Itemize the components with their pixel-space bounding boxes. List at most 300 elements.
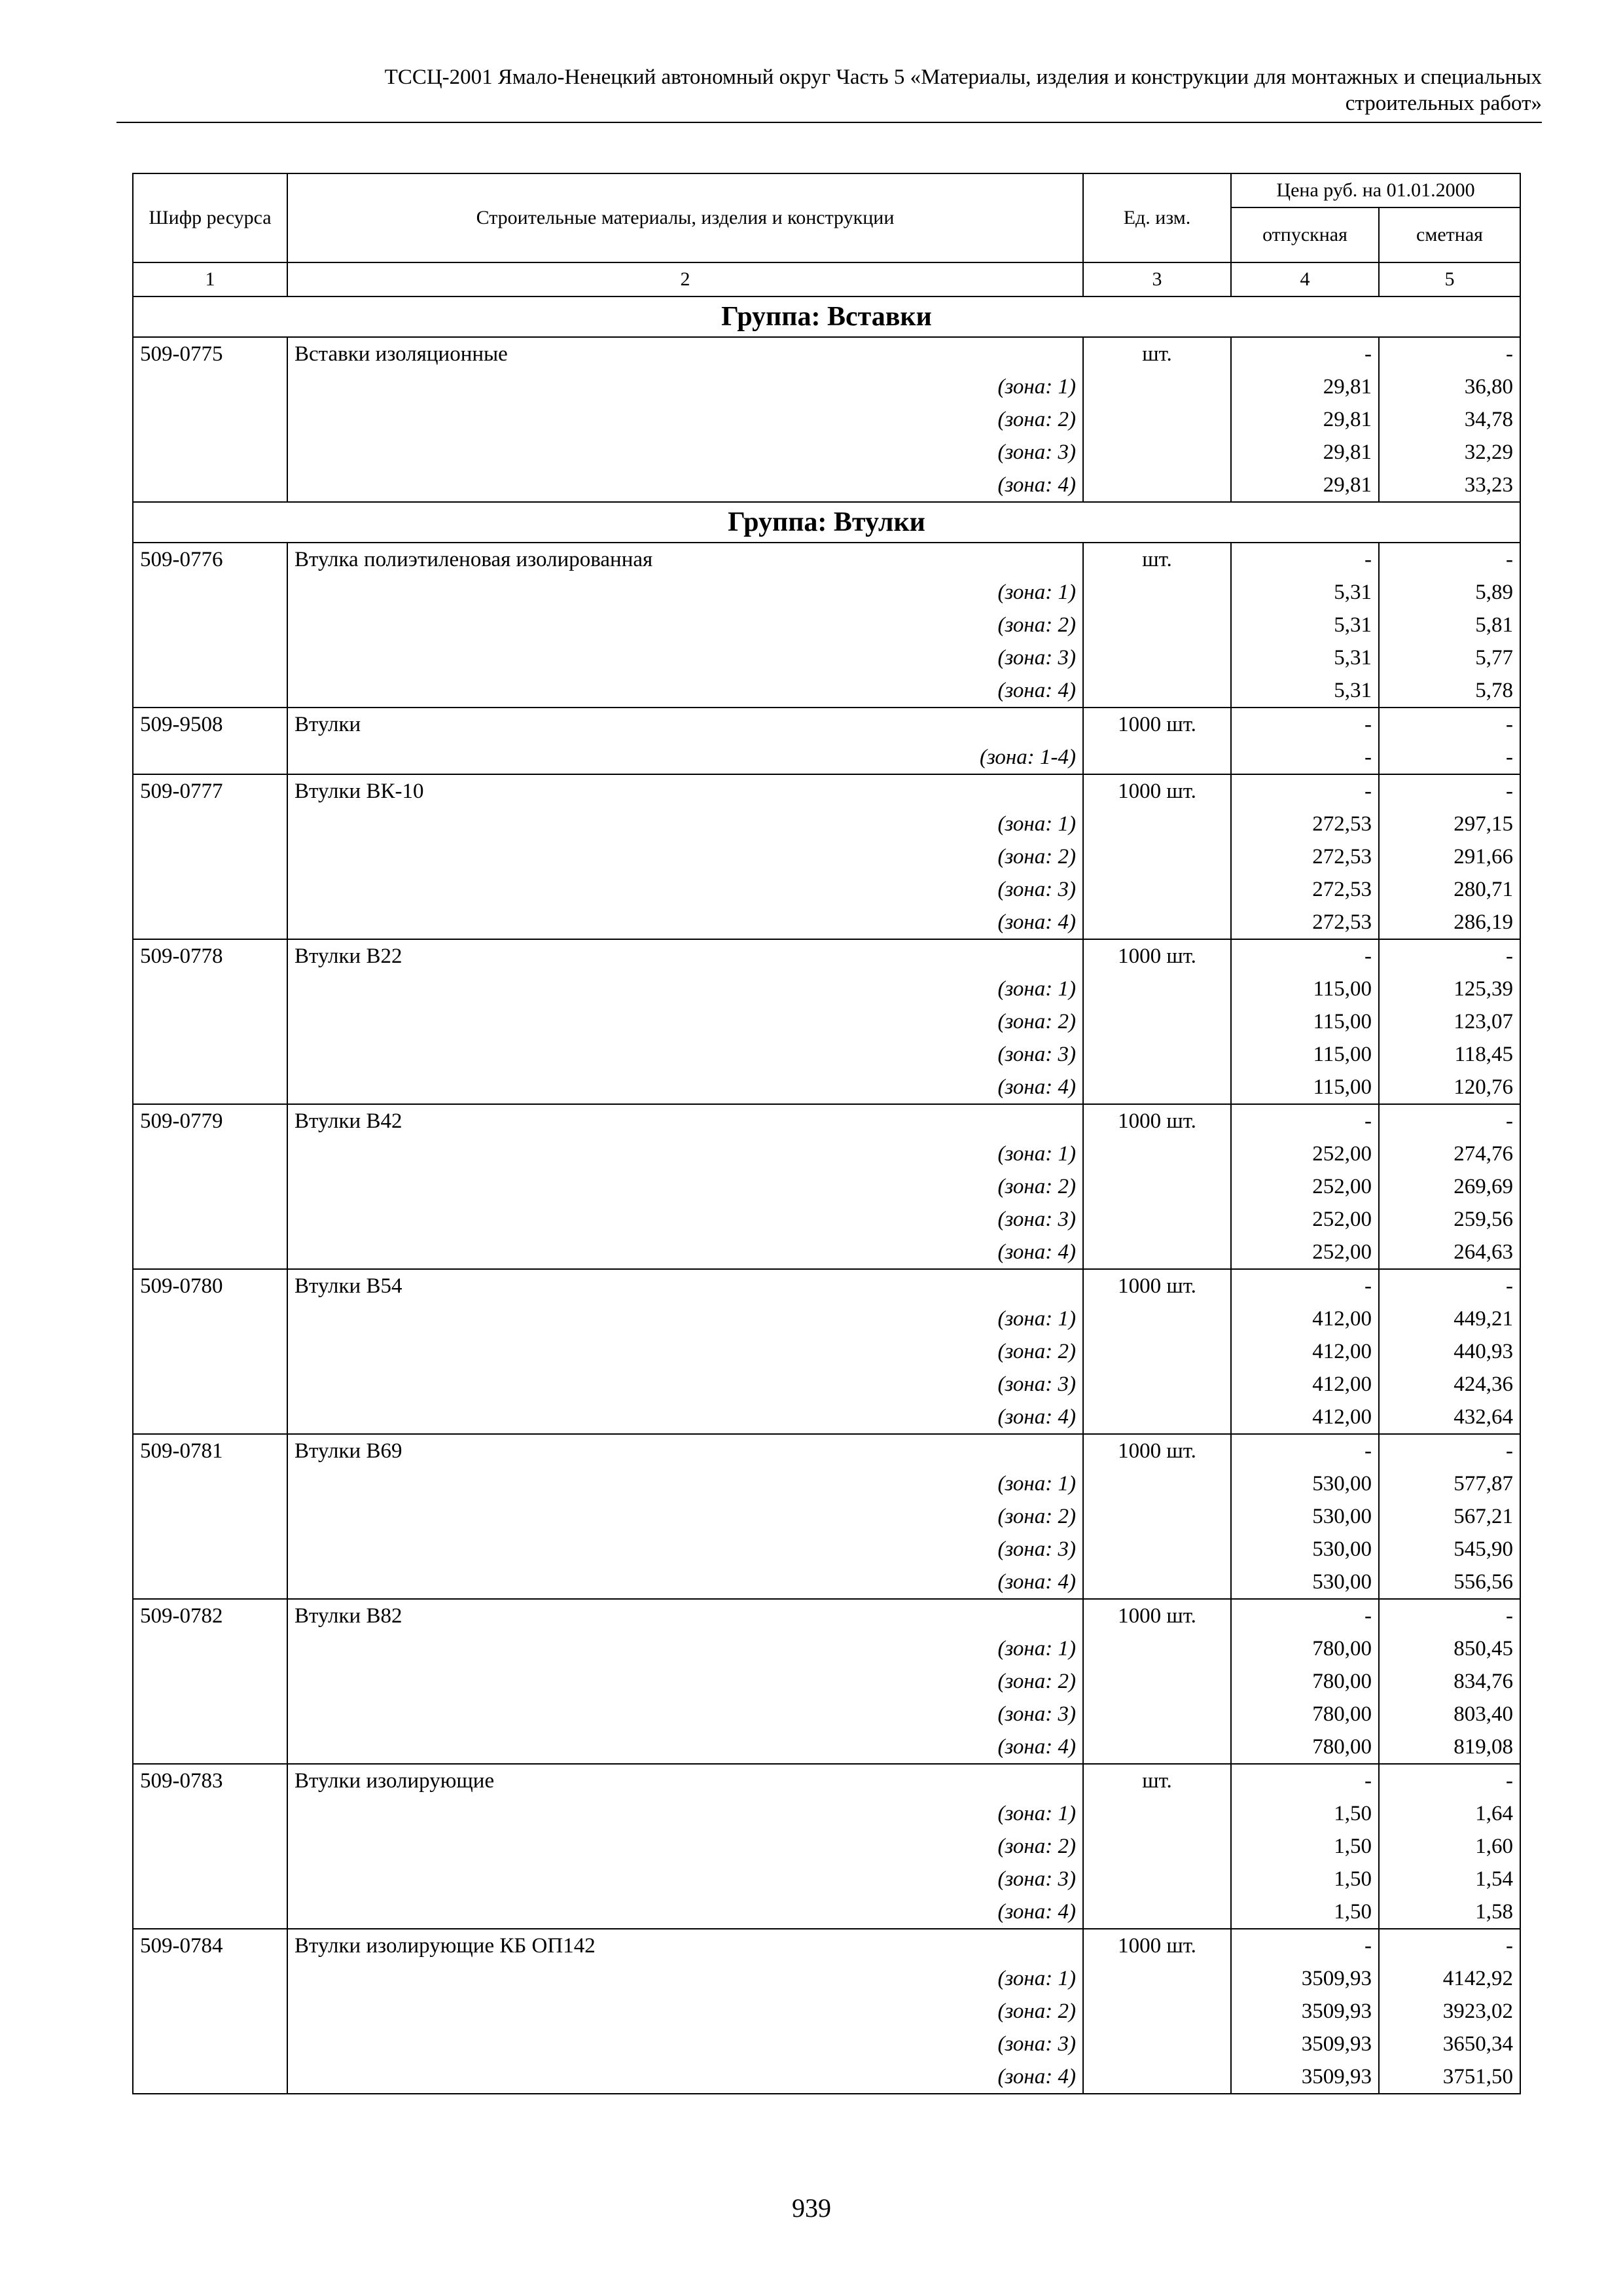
- release-price: 412,00: [1231, 1302, 1379, 1335]
- zone-label: (зона: 4): [287, 1401, 1083, 1434]
- empty-cell: [133, 1895, 287, 1929]
- resource-code: 509-0777: [133, 774, 287, 808]
- empty-cell: [133, 808, 287, 840]
- material-name: Втулки В42: [287, 1104, 1083, 1138]
- col-header-unit: Ед. изм.: [1083, 173, 1231, 262]
- empty-cell: [133, 1170, 287, 1203]
- zone-label: (зона: 2): [287, 1005, 1083, 1038]
- estimate-price: 274,76: [1379, 1138, 1520, 1170]
- material-name: Втулки изолирующие КБ ОП142: [287, 1929, 1083, 1962]
- release-price: 5,31: [1231, 641, 1379, 674]
- col-number-3: 3: [1083, 262, 1231, 296]
- empty-cell: [1083, 808, 1231, 840]
- zone-label: (зона: 3): [287, 1863, 1083, 1895]
- estimate-price: 269,69: [1379, 1170, 1520, 1203]
- release-price: 252,00: [1231, 1170, 1379, 1203]
- zone-label: (зона: 2): [287, 840, 1083, 873]
- estimate-price: 567,21: [1379, 1500, 1520, 1533]
- material-name: Втулки изолирующие: [287, 1764, 1083, 1797]
- release-price: 115,00: [1231, 1071, 1379, 1104]
- zone-row: [133, 403, 1520, 436]
- release-price: 530,00: [1231, 1566, 1379, 1599]
- release-price: 1,50: [1231, 1895, 1379, 1929]
- empty-cell: [1083, 1731, 1231, 1764]
- empty-cell: [133, 906, 287, 939]
- zone-label: (зона: 4): [287, 1236, 1083, 1269]
- estimate-price: -: [1379, 337, 1520, 370]
- resource-code: 509-0783: [133, 1764, 287, 1797]
- zone-label: (зона: 3): [287, 641, 1083, 674]
- zone-row: [133, 2060, 1520, 2094]
- estimate-price: -: [1379, 708, 1520, 741]
- col-number-1: 1: [133, 262, 287, 296]
- estimate-price: 3923,02: [1379, 1995, 1520, 2028]
- zone-label: (зона: 1): [287, 1302, 1083, 1335]
- estimate-price: 1,54: [1379, 1863, 1520, 1895]
- resource-code: 509-9508: [133, 708, 287, 741]
- empty-cell: [1083, 1863, 1231, 1895]
- zone-row: [133, 1335, 1520, 1368]
- release-price: 530,00: [1231, 1500, 1379, 1533]
- table-row: [133, 1104, 1520, 1138]
- zone-row: [133, 1632, 1520, 1665]
- release-price: 3509,93: [1231, 1995, 1379, 2028]
- estimate-price: 834,76: [1379, 1665, 1520, 1698]
- zone-label: (зона: 1): [287, 973, 1083, 1005]
- zone-row: [133, 370, 1520, 403]
- empty-cell: [1083, 2060, 1231, 2094]
- group-title: Группа: Вставки: [133, 296, 1520, 337]
- zone-row: [133, 1170, 1520, 1203]
- unit: 1000 шт.: [1083, 1434, 1231, 1467]
- estimate-price: 280,71: [1379, 873, 1520, 906]
- table-row: [133, 1269, 1520, 1302]
- empty-cell: [133, 1467, 287, 1500]
- group-row: [133, 296, 1520, 337]
- release-price: 780,00: [1231, 1731, 1379, 1764]
- table-body: [133, 296, 1520, 2094]
- zone-row: [133, 1467, 1520, 1500]
- zone-label: (зона: 2): [287, 1995, 1083, 2028]
- zone-row: [133, 1005, 1520, 1038]
- page-header: [116, 64, 1542, 117]
- release-price: 115,00: [1231, 973, 1379, 1005]
- zone-label: (зона: 2): [287, 609, 1083, 641]
- empty-cell: [133, 403, 287, 436]
- empty-cell: [1083, 436, 1231, 469]
- empty-cell: [133, 2028, 287, 2060]
- zone-row: [133, 1731, 1520, 1764]
- zone-row: [133, 1566, 1520, 1599]
- empty-cell: [1083, 1401, 1231, 1434]
- empty-cell: [1083, 674, 1231, 708]
- empty-cell: [1083, 1830, 1231, 1863]
- empty-cell: [1083, 1895, 1231, 1929]
- empty-cell: [133, 576, 287, 609]
- zone-label: (зона: 3): [287, 1038, 1083, 1071]
- release-price: 780,00: [1231, 1632, 1379, 1665]
- release-price: 115,00: [1231, 1038, 1379, 1071]
- empty-cell: [1083, 609, 1231, 641]
- estimate-price: -: [1379, 1764, 1520, 1797]
- zone-label: (зона: 4): [287, 1071, 1083, 1104]
- empty-cell: [133, 873, 287, 906]
- release-price: -: [1231, 1104, 1379, 1138]
- empty-cell: [1083, 1203, 1231, 1236]
- estimate-price: 36,80: [1379, 370, 1520, 403]
- estimate-price: 819,08: [1379, 1731, 1520, 1764]
- release-price: 252,00: [1231, 1138, 1379, 1170]
- resource-code: 509-0780: [133, 1269, 287, 1302]
- empty-cell: [133, 1665, 287, 1698]
- empty-cell: [1083, 741, 1231, 774]
- zone-row: [133, 1797, 1520, 1830]
- zone-label: (зона: 4): [287, 1895, 1083, 1929]
- estimate-price: 803,40: [1379, 1698, 1520, 1731]
- table-row: [133, 939, 1520, 973]
- zone-label: (зона: 1): [287, 1797, 1083, 1830]
- empty-cell: [1083, 1632, 1231, 1665]
- release-price: 780,00: [1231, 1698, 1379, 1731]
- estimate-price: -: [1379, 939, 1520, 973]
- release-price: -: [1231, 939, 1379, 973]
- empty-cell: [133, 1698, 287, 1731]
- zone-row: [133, 1533, 1520, 1566]
- zone-row: [133, 1138, 1520, 1170]
- empty-cell: [1083, 1302, 1231, 1335]
- empty-cell: [133, 1797, 287, 1830]
- resource-code: 509-0784: [133, 1929, 287, 1962]
- resource-code: 509-0782: [133, 1599, 287, 1632]
- empty-cell: [1083, 973, 1231, 1005]
- zone-label: (зона: 2): [287, 1335, 1083, 1368]
- zone-label: (зона: 2): [287, 403, 1083, 436]
- unit: шт.: [1083, 337, 1231, 370]
- empty-cell: [133, 674, 287, 708]
- zone-label: (зона: 3): [287, 873, 1083, 906]
- col-header-name: Строительные материалы, изделия и конструкции: [287, 173, 1083, 262]
- release-price: -: [1231, 337, 1379, 370]
- zone-label: (зона: 1): [287, 1467, 1083, 1500]
- estimate-price: 449,21: [1379, 1302, 1520, 1335]
- unit: 1000 шт.: [1083, 1929, 1231, 1962]
- zone-label: (зона: 1): [287, 1632, 1083, 1665]
- release-price: 272,53: [1231, 873, 1379, 906]
- estimate-price: 577,87: [1379, 1467, 1520, 1500]
- release-price: 5,31: [1231, 576, 1379, 609]
- empty-cell: [133, 436, 287, 469]
- estimate-price: -: [1379, 1269, 1520, 1302]
- material-name: Втулки В54: [287, 1269, 1083, 1302]
- release-price: 3509,93: [1231, 2028, 1379, 2060]
- empty-cell: [1083, 840, 1231, 873]
- zone-label: (зона: 2): [287, 1500, 1083, 1533]
- empty-cell: [133, 741, 287, 774]
- zone-label: (зона: 2): [287, 1665, 1083, 1698]
- estimate-price: -: [1379, 1599, 1520, 1632]
- estimate-price: 33,23: [1379, 469, 1520, 502]
- release-price: 115,00: [1231, 1005, 1379, 1038]
- zone-label: (зона: 3): [287, 1698, 1083, 1731]
- empty-cell: [1083, 1533, 1231, 1566]
- empty-cell: [1083, 576, 1231, 609]
- zone-row: [133, 906, 1520, 939]
- table-header: [133, 173, 1520, 296]
- empty-cell: [133, 469, 287, 502]
- empty-cell: [1083, 906, 1231, 939]
- empty-cell: [1083, 873, 1231, 906]
- empty-cell: [133, 1533, 287, 1566]
- table-row: [133, 1929, 1520, 1962]
- material-name: Втулки В69: [287, 1434, 1083, 1467]
- release-price: 29,81: [1231, 403, 1379, 436]
- header-divider: [116, 122, 1542, 123]
- zone-label: (зона: 3): [287, 436, 1083, 469]
- zone-row: [133, 808, 1520, 840]
- resource-code: 509-0781: [133, 1434, 287, 1467]
- table-row: [133, 337, 1520, 370]
- estimate-price: 125,39: [1379, 973, 1520, 1005]
- col-number-5: 5: [1379, 262, 1520, 296]
- zone-label: (зона: 2): [287, 1170, 1083, 1203]
- zone-row: [133, 1071, 1520, 1104]
- estimate-price: -: [1379, 543, 1520, 576]
- zone-label: (зона: 3): [287, 1368, 1083, 1401]
- estimate-price: 259,56: [1379, 1203, 1520, 1236]
- release-price: 530,00: [1231, 1533, 1379, 1566]
- estimate-price: 297,15: [1379, 808, 1520, 840]
- empty-cell: [1083, 641, 1231, 674]
- zone-row: [133, 1236, 1520, 1269]
- release-price: 1,50: [1231, 1797, 1379, 1830]
- release-price: 412,00: [1231, 1335, 1379, 1368]
- zone-row: [133, 1665, 1520, 1698]
- empty-cell: [133, 1138, 287, 1170]
- table-row: [133, 1599, 1520, 1632]
- zone-row: [133, 1368, 1520, 1401]
- resource-code: 509-0778: [133, 939, 287, 973]
- zone-row: [133, 1698, 1520, 1731]
- zone-label: (зона: 4): [287, 2060, 1083, 2094]
- estimate-price: 1,58: [1379, 1895, 1520, 1929]
- estimate-price: 850,45: [1379, 1632, 1520, 1665]
- release-price: 1,50: [1231, 1863, 1379, 1895]
- release-price: 3509,93: [1231, 1962, 1379, 1995]
- header-line-2: строительных работ»: [1345, 92, 1542, 115]
- release-price: 412,00: [1231, 1401, 1379, 1434]
- resource-code: 509-0776: [133, 543, 287, 576]
- empty-cell: [1083, 1962, 1231, 1995]
- estimate-price: 264,63: [1379, 1236, 1520, 1269]
- release-price: -: [1231, 543, 1379, 576]
- table-row: [133, 1764, 1520, 1797]
- unit: 1000 шт.: [1083, 1104, 1231, 1138]
- empty-cell: [1083, 1170, 1231, 1203]
- col-header-estimate: сметная: [1379, 207, 1520, 262]
- zone-label: (зона: 4): [287, 674, 1083, 708]
- zone-label: (зона: 3): [287, 2028, 1083, 2060]
- empty-cell: [1083, 1566, 1231, 1599]
- col-number-2: 2: [287, 262, 1083, 296]
- empty-cell: [133, 1632, 287, 1665]
- zone-row: [133, 576, 1520, 609]
- empty-cell: [133, 1962, 287, 1995]
- release-price: 29,81: [1231, 469, 1379, 502]
- release-price: -: [1231, 1434, 1379, 1467]
- unit: шт.: [1083, 543, 1231, 576]
- estimate-price: 123,07: [1379, 1005, 1520, 1038]
- empty-cell: [1083, 1467, 1231, 1500]
- release-price: -: [1231, 1929, 1379, 1962]
- empty-cell: [1083, 469, 1231, 502]
- estimate-price: 4142,92: [1379, 1962, 1520, 1995]
- release-price: -: [1231, 708, 1379, 741]
- empty-cell: [1083, 1995, 1231, 2028]
- estimate-price: 3650,34: [1379, 2028, 1520, 2060]
- release-price: 5,31: [1231, 609, 1379, 641]
- zone-label: (зона: 4): [287, 906, 1083, 939]
- zone-label: (зона: 3): [287, 1203, 1083, 1236]
- release-price: 252,00: [1231, 1236, 1379, 1269]
- unit: шт.: [1083, 1764, 1231, 1797]
- estimate-price: 286,19: [1379, 906, 1520, 939]
- empty-cell: [133, 1401, 287, 1434]
- table-row: [133, 1434, 1520, 1467]
- empty-cell: [133, 641, 287, 674]
- zone-row: [133, 674, 1520, 708]
- empty-cell: [1083, 1005, 1231, 1038]
- zone-label: (зона: 1): [287, 1962, 1083, 1995]
- price-table: [132, 173, 1521, 2094]
- empty-cell: [133, 1236, 287, 1269]
- estimate-price: -: [1379, 1929, 1520, 1962]
- empty-cell: [133, 1500, 287, 1533]
- release-price: 272,53: [1231, 840, 1379, 873]
- empty-cell: [133, 1995, 287, 2028]
- material-name: Втулки: [287, 708, 1083, 741]
- empty-cell: [133, 840, 287, 873]
- empty-cell: [133, 1731, 287, 1764]
- zone-label: (зона: 1): [287, 1138, 1083, 1170]
- estimate-price: 5,89: [1379, 576, 1520, 609]
- empty-cell: [1083, 1335, 1231, 1368]
- empty-cell: [133, 370, 287, 403]
- col-header-release: отпускная: [1231, 207, 1379, 262]
- empty-cell: [1083, 1368, 1231, 1401]
- estimate-price: 3751,50: [1379, 2060, 1520, 2094]
- table-row: [133, 708, 1520, 741]
- zone-row: [133, 873, 1520, 906]
- empty-cell: [1083, 1038, 1231, 1071]
- empty-cell: [133, 1830, 287, 1863]
- col-header-price: Цена руб. на 01.01.2000: [1231, 173, 1520, 207]
- estimate-price: 556,56: [1379, 1566, 1520, 1599]
- resource-code: 509-0779: [133, 1104, 287, 1138]
- estimate-price: -: [1379, 1434, 1520, 1467]
- estimate-price: -: [1379, 1104, 1520, 1138]
- empty-cell: [1083, 1500, 1231, 1533]
- estimate-price: 1,64: [1379, 1797, 1520, 1830]
- table-row: [133, 774, 1520, 808]
- zone-row: [133, 1995, 1520, 2028]
- unit: 1000 шт.: [1083, 1269, 1231, 1302]
- zone-row: [133, 2028, 1520, 2060]
- release-price: -: [1231, 1599, 1379, 1632]
- zone-row: [133, 1863, 1520, 1895]
- group-row: [133, 502, 1520, 543]
- page-number: 939: [792, 2193, 831, 2223]
- zone-row: [133, 1895, 1520, 1929]
- zone-row: [133, 1962, 1520, 1995]
- empty-cell: [133, 1302, 287, 1335]
- material-name: Втулки ВК-10: [287, 774, 1083, 808]
- release-price: -: [1231, 1269, 1379, 1302]
- estimate-price: 291,66: [1379, 840, 1520, 873]
- release-price: 29,81: [1231, 370, 1379, 403]
- resource-code: 509-0775: [133, 337, 287, 370]
- estimate-price: 440,93: [1379, 1335, 1520, 1368]
- release-price: 1,50: [1231, 1830, 1379, 1863]
- empty-cell: [1083, 403, 1231, 436]
- empty-cell: [133, 1863, 287, 1895]
- empty-cell: [133, 1203, 287, 1236]
- empty-cell: [1083, 370, 1231, 403]
- release-price: 530,00: [1231, 1467, 1379, 1500]
- zone-label: (зона: 1-4): [287, 741, 1083, 774]
- zone-label: (зона: 4): [287, 1731, 1083, 1764]
- release-price: 780,00: [1231, 1665, 1379, 1698]
- zone-label: (зона: 1): [287, 576, 1083, 609]
- estimate-price: 120,76: [1379, 1071, 1520, 1104]
- material-name: Втулки В22: [287, 939, 1083, 973]
- estimate-price: 5,81: [1379, 609, 1520, 641]
- empty-cell: [133, 1005, 287, 1038]
- zone-row: [133, 469, 1520, 502]
- empty-cell: [133, 1071, 287, 1104]
- zone-label: (зона: 1): [287, 370, 1083, 403]
- empty-cell: [1083, 1236, 1231, 1269]
- zone-row: [133, 973, 1520, 1005]
- empty-cell: [1083, 1138, 1231, 1170]
- zone-row: [133, 1302, 1520, 1335]
- zone-label: (зона: 2): [287, 1830, 1083, 1863]
- estimate-price: 424,36: [1379, 1368, 1520, 1401]
- empty-cell: [1083, 1797, 1231, 1830]
- header-line-1: ТССЦ-2001 Ямало-Ненецкий автономный округ Часть 5 «Материалы, изделия и конструкции для монтажных и специальных: [384, 65, 1542, 89]
- empty-cell: [133, 1335, 287, 1368]
- estimate-price: -: [1379, 741, 1520, 774]
- release-price: -: [1231, 1764, 1379, 1797]
- estimate-price: 118,45: [1379, 1038, 1520, 1071]
- table-row: [133, 543, 1520, 576]
- empty-cell: [1083, 1698, 1231, 1731]
- zone-row: [133, 840, 1520, 873]
- zone-row: [133, 641, 1520, 674]
- release-price: 29,81: [1231, 436, 1379, 469]
- unit: 1000 шт.: [1083, 1599, 1231, 1632]
- estimate-price: 32,29: [1379, 436, 1520, 469]
- material-name: Втулка полиэтиленовая изолированная: [287, 543, 1083, 576]
- zone-row: [133, 1500, 1520, 1533]
- zone-label: (зона: 4): [287, 469, 1083, 502]
- empty-cell: [133, 973, 287, 1005]
- unit: 1000 шт.: [1083, 708, 1231, 741]
- zone-row: [133, 1830, 1520, 1863]
- estimate-price: 1,60: [1379, 1830, 1520, 1863]
- group-title: Группа: Втулки: [133, 502, 1520, 543]
- estimate-price: 5,78: [1379, 674, 1520, 708]
- empty-cell: [133, 609, 287, 641]
